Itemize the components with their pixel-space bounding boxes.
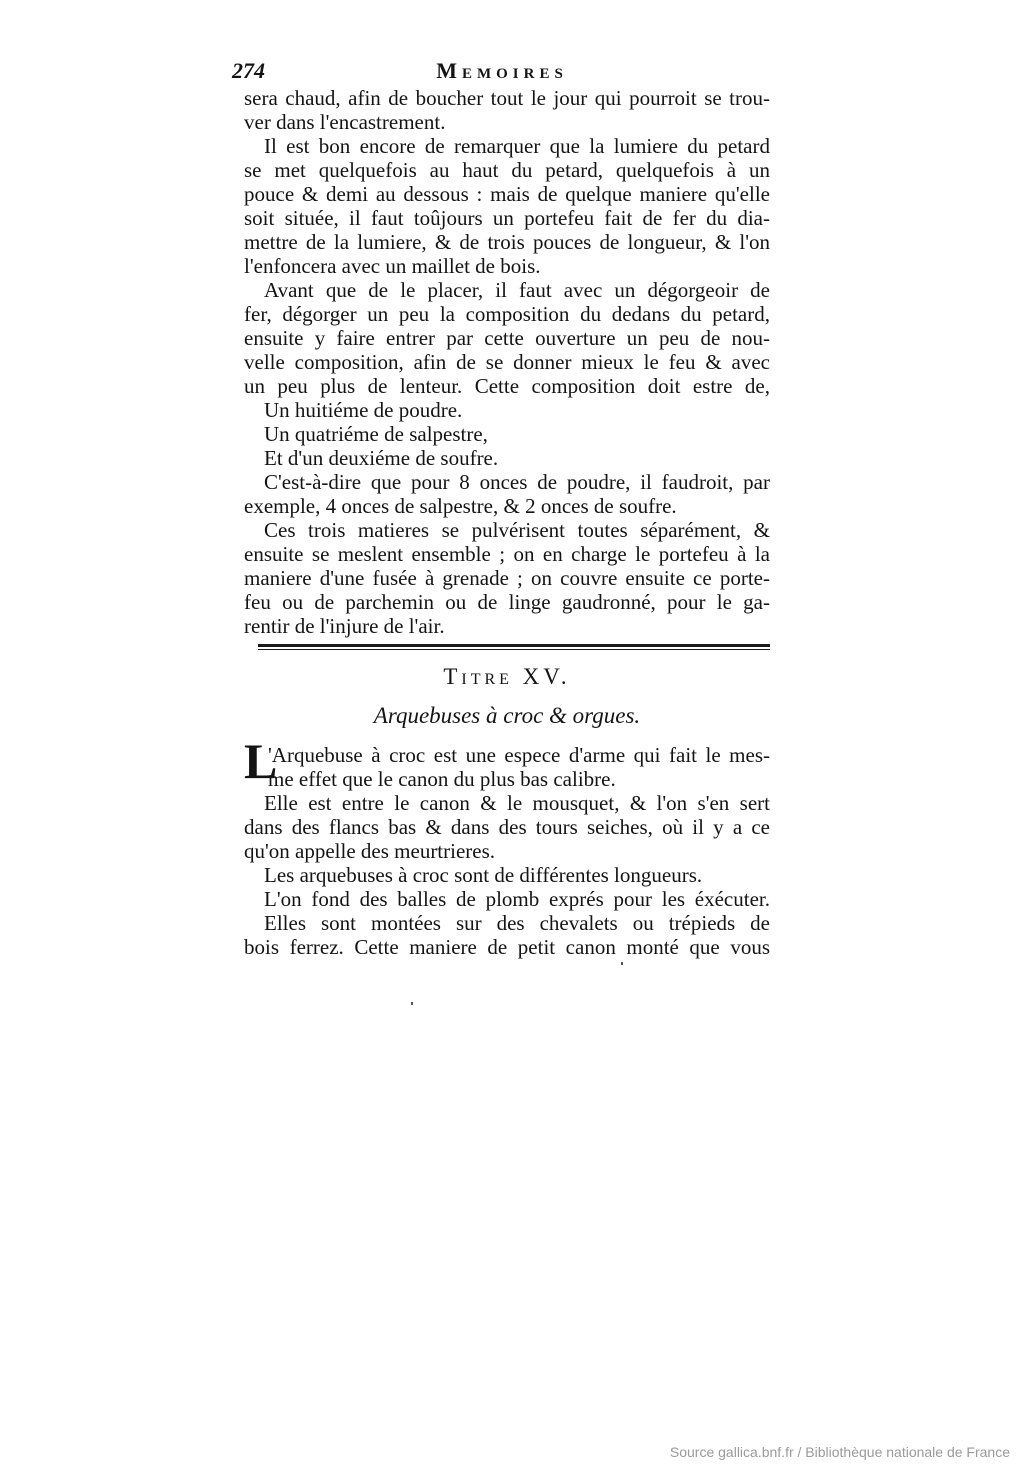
scan-speck	[411, 1002, 413, 1005]
text-line: maniere d'une fusée à grenade ; on couvre ensuite ce porte-	[244, 566, 770, 590]
text-line: se met quelquefois au haut du petard, quelquefois à un	[244, 158, 770, 182]
text-line: L'on fond des balles de plomb exprés pour les éxécuter.	[264, 887, 770, 911]
text-line: feu ou de parchemin ou de linge gaudronné, pour le ga-	[244, 590, 770, 614]
text-line: Un huitiéme de poudre.	[264, 398, 463, 422]
text-line: C'est-à-dire que pour 8 onces de poudre, il faudroit, par	[264, 470, 770, 494]
running-title: Memoires	[436, 58, 568, 83]
drop-capital: L	[244, 733, 278, 789]
text-line: un peu plus de lenteur. Cette composition doit estre de,	[244, 374, 770, 398]
text-line: ver dans l'encastrement.	[244, 110, 446, 134]
text-line: Il est bon encore de remarquer que la lumiere du petard	[264, 134, 770, 158]
text-line: Elle est entre le canon & le mousquet, & l'on s'en sert	[264, 791, 770, 815]
text-line: Avant que de le placer, il faut avec un dégorgeoir de	[264, 278, 770, 302]
text-line: velle composition, afin de se donner mieux le feu & avec	[244, 350, 770, 374]
text-line: qu'on appelle des meurtrieres.	[244, 839, 496, 863]
text-line: mettre de la lumiere, & de trois pouces de longueur, & l'on	[244, 230, 770, 254]
section-subtitle: Arquebuses à croc & orgues.	[373, 703, 641, 728]
text-line: me effet que le canon du plus bas calibre.	[268, 767, 616, 791]
text-line: Les arquebuses à croc sont de différentes longueurs.	[264, 863, 703, 887]
page-number: 274	[232, 58, 265, 83]
scan-speck	[621, 962, 623, 965]
text-line: l'enfoncera avec un maillet de bois.	[244, 254, 541, 278]
text-line: ensuite se meslent ensemble ; on en charge le portefeu à la	[244, 542, 770, 566]
text-line: Ces trois matieres se pulvérisent toutes séparément, &	[264, 518, 770, 542]
section-title: Titre XV.	[443, 664, 571, 689]
text-line: Elles sont montées sur des chevalets ou trépieds de	[264, 911, 770, 935]
text-line: sera chaud, afin de boucher tout le jour qui pourroit se trou-	[244, 86, 770, 110]
running-head	[232, 58, 772, 88]
text-line: dans des flancs bas & dans des tours seiches, où il y a ce	[244, 815, 770, 839]
text-line: ensuite y faire entrer par cette ouverture un peu de nou-	[244, 326, 770, 350]
text-line: pouce & demi au dessous : mais de quelque maniere qu'elle	[244, 182, 770, 206]
text-line: soit située, il faut toûjours un portefeu fait de fer du dia-	[244, 206, 770, 230]
section-divider	[258, 644, 770, 647]
text-line: exemple, 4 onces de salpestre, & 2 onces de soufre.	[244, 494, 677, 518]
text-line: rentir de l'injure de l'air.	[244, 614, 445, 638]
text-line: fer, dégorger un peu la composition du dedans du petard,	[244, 302, 770, 326]
text-line: Un quatriéme de salpestre,	[264, 422, 488, 446]
text-line: 'Arquebuse à croc est une espece d'arme qui fait le mes-	[268, 743, 770, 767]
text-line: Et d'un deuxiéme de soufre.	[264, 446, 499, 470]
source-credit: Source gallica.bnf.fr / Bibliothèque nationale de France	[669, 1444, 1010, 1460]
text-line: bois ferrez. Cette maniere de petit canon monté que vous	[244, 935, 770, 959]
